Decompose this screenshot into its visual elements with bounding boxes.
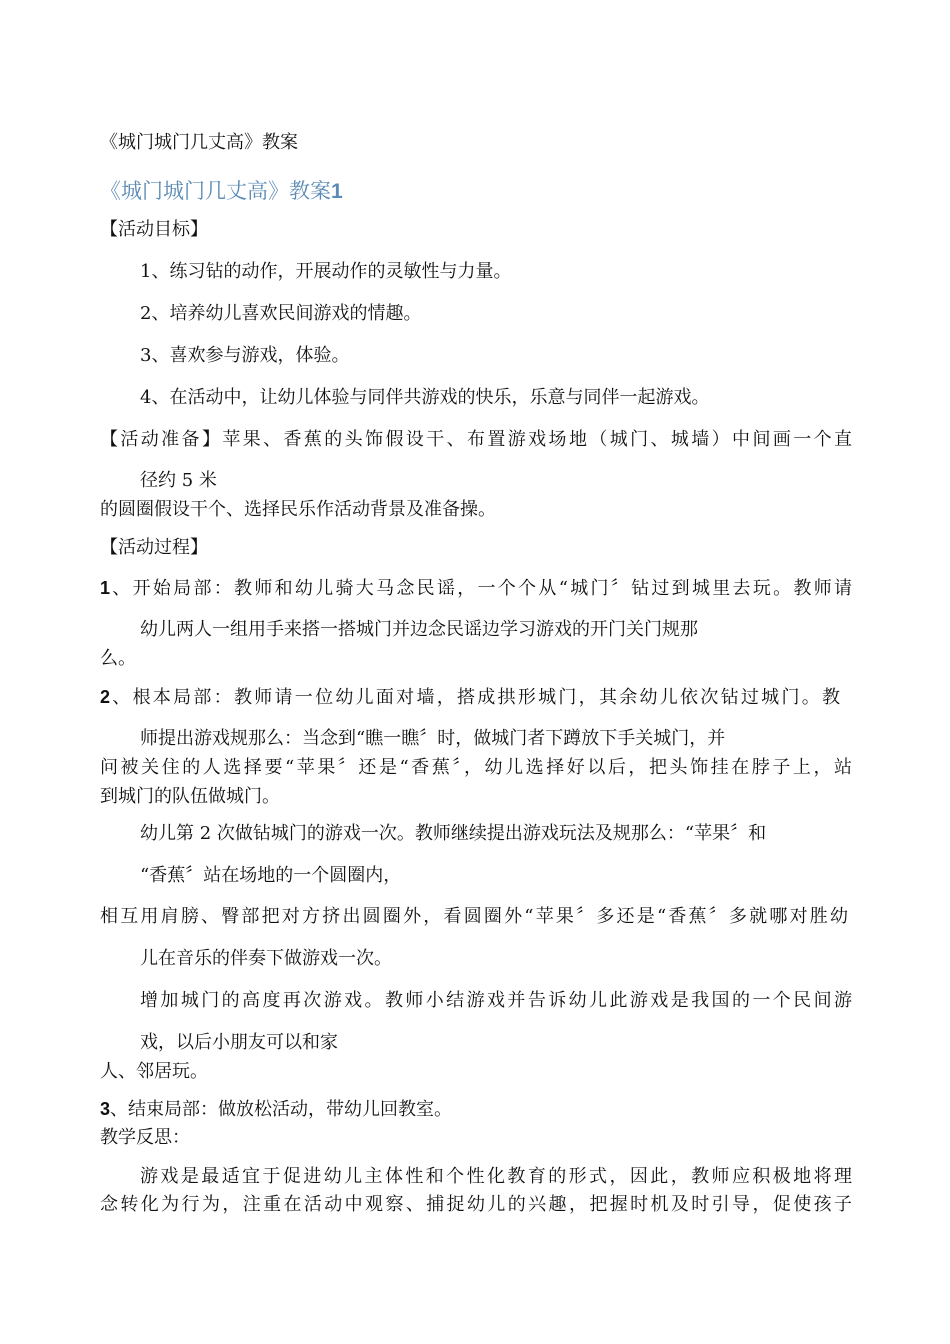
section-heading bbox=[100, 177, 343, 206]
prep-line: 径约 5 米 bbox=[140, 470, 217, 491]
heading-number: 1 bbox=[331, 180, 343, 203]
reflection-line: 游戏是最适宜于促进幼儿主体性和个性化教育的形式，因此，教师应积极地将理 bbox=[140, 1166, 852, 1187]
goal-item: 2、培养幼儿喜欢民间游戏的情趣。 bbox=[140, 303, 422, 324]
step-2-line: 相互用肩膀、臀部把对方挤出圆圈外，看圆圈外“苹果〞多还是“香蕉〞多就哪对胜幼 bbox=[100, 906, 848, 927]
step-number: 2 bbox=[100, 687, 111, 707]
step-1-line: 幼儿两人一组用手来搭一搭城门并边念民谣边学习游戏的开门关门规那 bbox=[140, 619, 698, 640]
step-2-line: 儿在音乐的伴奏下做游戏一次。 bbox=[140, 948, 392, 969]
step-1-line: 么。 bbox=[100, 648, 136, 669]
reflection-label: 教学反思： bbox=[100, 1127, 190, 1148]
step-2-line: 到城门的队伍做城门。 bbox=[100, 786, 280, 807]
step-2-line: 师提出游戏规那么：当念到“瞧一瞧〞时，做城门者下蹲放下手关城门，并 bbox=[140, 728, 726, 749]
step-2-line: “香蕉〞站在场地的一个圆圈内， bbox=[140, 865, 402, 886]
reflection-line: 念转化为行为，注重在活动中观察、捕捉幼儿的兴趣，把握时机及时引导，促使孩子 bbox=[100, 1194, 852, 1215]
step-2-line: 幼儿第 2 次做钻城门的游戏一次。教师继续提出游戏玩法及规那么：“苹果〞和 bbox=[140, 823, 767, 844]
step-number: 3 bbox=[100, 1099, 111, 1119]
step-2-line: 问被关住的人选择要“苹果〞还是“香蕉〞，幼儿选择好以后，把头饰挂在脖子上，站 bbox=[100, 757, 852, 778]
step-2-line: 增加城门的高度再次游戏。教师小结游戏并告诉幼儿此游戏是我国的一个民间游 bbox=[140, 990, 852, 1011]
prep-line: 的圆圈假设干个、选择民乐作活动背景及准备操。 bbox=[100, 499, 496, 520]
goals-label: 【活动目标】 bbox=[100, 219, 208, 240]
step-2-line: 2、根本局部：教师请一位幼儿面对墙，搭成拱形城门，其余幼儿依次钻过城门。教 bbox=[100, 687, 840, 708]
goal-item: 4、在活动中，让幼儿体验与同伴共游戏的快乐，乐意与同伴一起游戏。 bbox=[140, 387, 710, 408]
step-2-line: 戏，以后小朋友可以和家 bbox=[140, 1032, 338, 1053]
process-label: 【活动过程】 bbox=[100, 537, 208, 558]
step-1-line: 1、开始局部：教师和幼儿骑大马念民谣，一个个从“城门〞钻过到城里去玩。教师请 bbox=[100, 578, 852, 599]
step-number: 1 bbox=[100, 578, 111, 598]
goal-item: 1、练习钻的动作，开展动作的灵敏性与力量。 bbox=[140, 261, 512, 282]
heading-text: 《城门城门几丈高》教案 bbox=[100, 179, 331, 203]
doc-title: 《城门城门几丈高》教案 bbox=[100, 132, 298, 153]
goal-item: 3、喜欢参与游戏，体验。 bbox=[140, 345, 350, 366]
prep-line: 【活动准备】苹果、香蕉的头饰假设干、布置游戏场地（城门、城墙）中间画一个直 bbox=[100, 429, 852, 450]
step-2-line: 人、邻居玩。 bbox=[100, 1061, 208, 1082]
step-3-line: 3、结束局部：做放松活动，带幼儿回教室。 bbox=[100, 1099, 453, 1120]
